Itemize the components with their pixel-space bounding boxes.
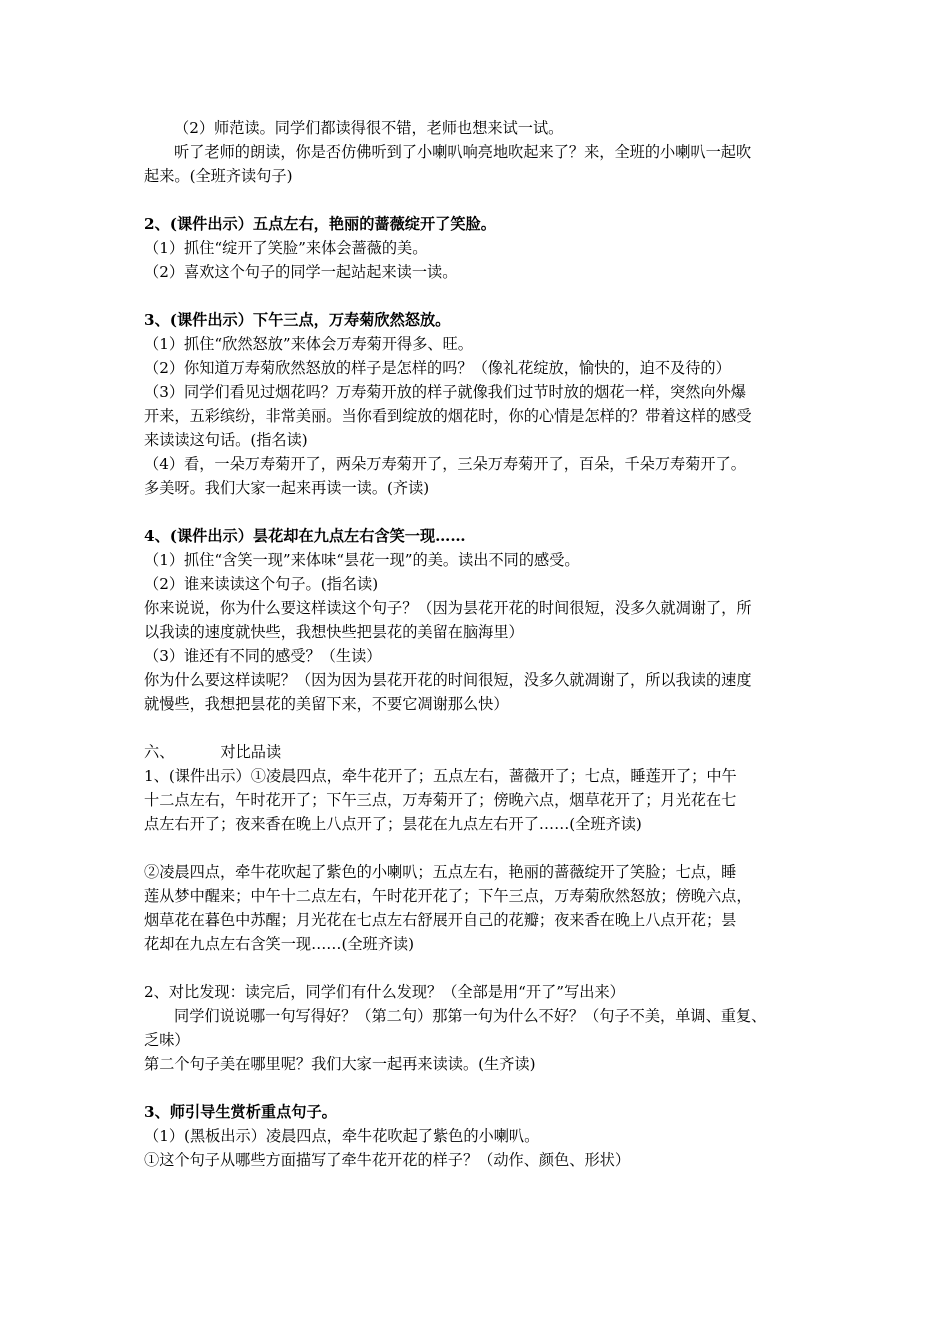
text-line: 多美呀。我们大家一起来再读一读。(齐读) [144,479,430,497]
section-six-title: 对比品读 [220,743,282,761]
document-page [144,116,814,1172]
text-line: 就慢些，我想把昙花的美留下来，不要它凋谢那么快） [144,695,509,713]
text-line: 你来说说，你为什么要这样读这个句子？（因为昙花开花的时间很短，没多久就凋谢了，所 [144,599,752,617]
text-line: 第二个句子美在哪里呢？我们大家一起再来读读。(生齐读) [144,1055,536,1073]
text-line: 你为什么要这样读呢？（因为因为昙花开花的时间很短，没多久就凋谢了，所以我读的速度 [144,671,752,689]
text-line: 听了老师的朗读，你是否仿佛听到了小喇叭响亮地吹起来了？来，全班的小喇叭一起吹 [174,143,752,161]
section-heading: 3、师引导生赏析重点句子。 [144,1103,337,1121]
text-line: 以我读的速度就快些，我想快些把昙花的美留在脑海里） [144,623,524,641]
text-line: 同学们说说哪一句写得好？（第二句）那第一句为什么不好？（句子不美，单调、重复、 [174,1007,767,1025]
text-line: （1）抓住“绽开了笑脸”来体会蔷薇的美。 [144,239,428,257]
text-line: 点左右开了；夜来香在晚上八点开了；昙花在九点左右开了……(全班齐读) [144,815,642,833]
text-line: ①这个句子从哪些方面描写了牵牛花开花的样子？（动作、颜色、形状） [144,1151,630,1169]
text-line: （2）谁来读读这个句子。(指名读) [144,575,379,593]
text-line: （2）喜欢这个句子的同学一起站起来读一读。 [144,263,458,281]
text-line: 花却在九点左右含笑一现……(全班齐读) [144,935,415,953]
text-line: （3）谁还有不同的感受？（生读） [144,647,382,665]
text-line: （4）看，一朵万寿菊开了，两朵万寿菊开了，三朵万寿菊开了，百朵，千朵万寿菊开了。 [144,455,746,473]
text-line: （3）同学们看见过烟花吗？万寿菊开放的样子就像我们过节时放的烟花一样，突然向外爆 [144,383,746,401]
section-six-number: 六、 [144,743,175,761]
text-line: （2）师范读。同学们都读得很不错，老师也想来试一试。 [174,119,564,137]
text-line: （1）抓住“欣然怒放”来体会万寿菊开得多、旺。 [144,335,473,353]
blank-line [144,500,814,524]
text-line: ②凌晨四点，牵牛花吹起了紫色的小喇叭；五点左右，艳丽的蔷薇绽开了笑脸；七点，睡 [144,863,737,881]
section-heading: 3、(课件出示）下午三点，万寿菊欣然怒放。 [144,311,451,329]
text-line: 起来。(全班齐读句子) [144,167,293,185]
section-heading: 2、(课件出示）五点左右，艳丽的蔷薇绽开了笑脸。 [144,215,496,233]
text-line: 莲从梦中醒来；中午十二点左右，午时花开花了；下午三点，万寿菊欣然怒放；傍晚六点， [144,887,752,905]
blank-line [144,1076,814,1100]
text-line: 来读读这句话。(指名读) [144,431,308,449]
blank-line [144,188,814,212]
blank-line [144,956,814,980]
text-line: （1）抓住“含笑一现”来体味“昙花一现”的美。读出不同的感受。 [144,551,580,569]
text-line: （1）(黑板出示）凌晨四点，牵牛花吹起了紫色的小喇叭。 [144,1127,540,1145]
blank-line [144,284,814,308]
section-heading: 4、(课件出示）昙花却在九点左右含笑一现…… [144,527,466,545]
text-line: 乏味） [144,1031,190,1049]
text-line: （2）你知道万寿菊欣然怒放的样子是怎样的吗？（像礼花绽放，愉快的，迫不及待的） [144,359,731,377]
text-line: 烟草花在暮色中苏醒；月光花在七点左右舒展开自己的花瓣；夜来香在晚上八点开花；昙 [144,911,737,929]
text-line: 十二点左右，午时花开了；下午三点，万寿菊开了；傍晚六点，烟草花开了；月光花在七 [144,791,737,809]
section-six-heading [144,740,814,764]
text-line: 开来，五彩缤纷，非常美丽。当你看到绽放的烟花时，你的心情是怎样的？带着这样的感受 [144,407,752,425]
text-line: 1、(课件出示）①凌晨四点，牵牛花开了；五点左右，蔷薇开了；七点，睡莲开了；中午 [144,767,737,785]
text-line: 2、对比发现：读完后，同学们有什么发现？（全部是用“开了”写出来） [144,983,625,1001]
blank-line [144,716,814,740]
blank-line [144,836,814,860]
